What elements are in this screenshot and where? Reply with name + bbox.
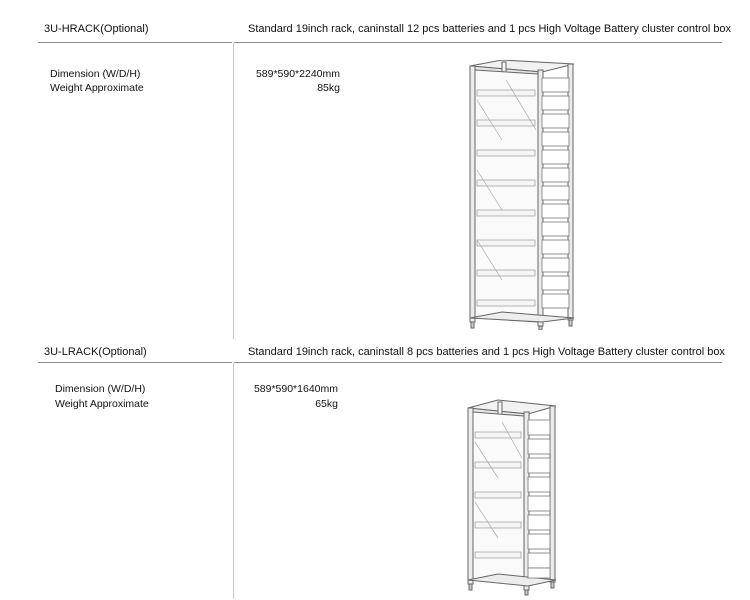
lrack-title-rule: [38, 362, 232, 363]
hrack-weight-value: 85kg: [317, 82, 340, 94]
lrack-desc-rule: [234, 362, 722, 363]
hrack-dimension-value: 589*590*2240mm: [255, 68, 340, 80]
hrack-title: 3U-HRACK(Optional): [44, 23, 149, 35]
lrack-weight-value: 65kg: [315, 398, 338, 410]
lrack-dimension-label: Dimension (W/D/H): [55, 383, 146, 395]
lrack-dimension-value: 589*590*1640mm: [253, 383, 338, 395]
tall-rack-illustration: [462, 60, 582, 330]
hrack-dimension-label: Dimension (W/D/H): [50, 68, 141, 80]
lrack-weight-label: Weight Approximate: [55, 398, 149, 410]
hrack-description: Standard 19inch rack, caninstall 12 pcs batteries and 1 pcs High Voltage Battery cluster control box: [248, 23, 732, 35]
hrack-title-rule: [38, 42, 232, 43]
hrack-desc-rule: [234, 42, 722, 43]
lrack-description: Standard 19inch rack, caninstall 8 pcs batteries and 1 pcs High Voltage Battery cluster control box: [248, 346, 725, 358]
lrack-section: [0, 340, 750, 600]
hrack-weight-label: Weight Approximate: [50, 82, 144, 94]
short-rack-illustration: [462, 398, 562, 598]
lrack-title: 3U-LRACK(Optional): [44, 346, 147, 358]
